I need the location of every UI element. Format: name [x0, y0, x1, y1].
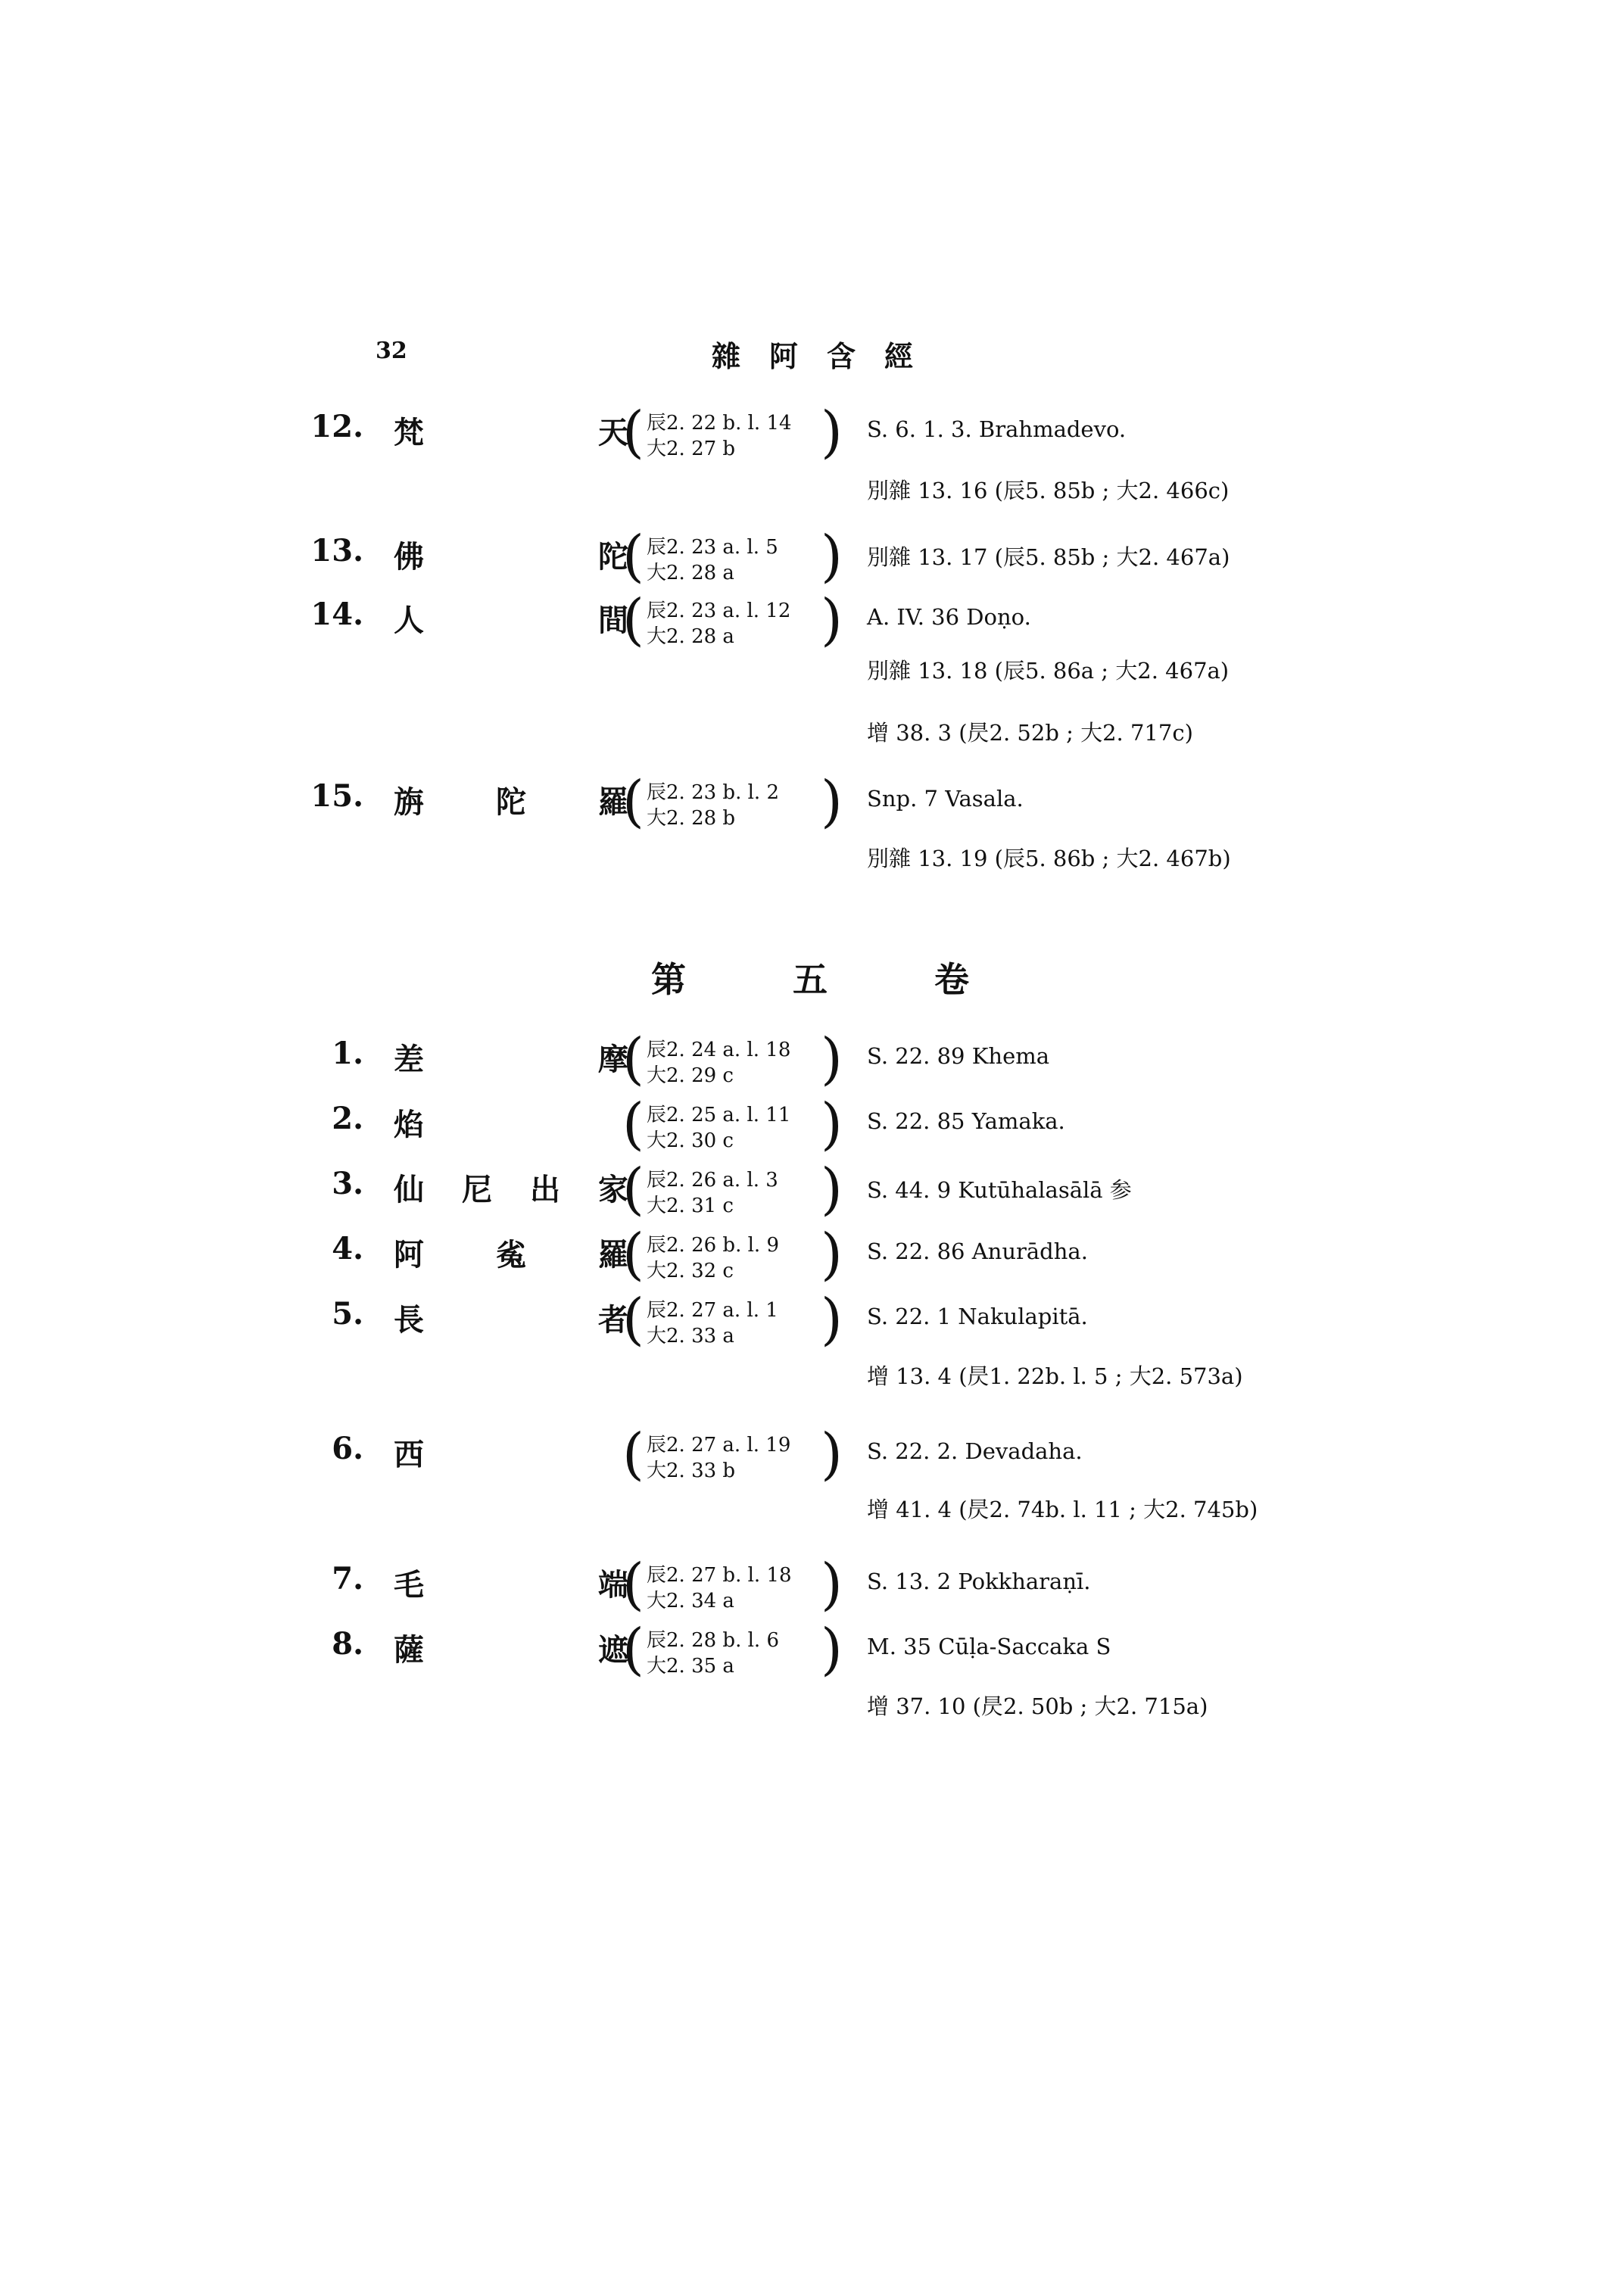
entry-row	[0, 587, 1624, 654]
parallel-text: S. 22. 89 Khema	[867, 1043, 1050, 1069]
entry-title-char: 長	[394, 1302, 424, 1338]
reference-line-1: 辰2. 23 b. l. 2	[647, 781, 779, 804]
volume-heading-char: 五	[793, 959, 828, 1000]
entry-title-char: 㝹	[496, 1237, 526, 1273]
sub-reference: 增 13. 4 (昃1. 22b. l. 5 ; 大2. 573a)	[867, 1363, 1243, 1389]
reference-line-1: 辰2. 23 a. l. 5	[647, 536, 778, 559]
entry-row	[0, 1617, 1624, 1684]
reference-line-2: 大2. 32 c	[647, 1260, 734, 1282]
sub-reference: 別雜 13. 16 (辰5. 85b ; 大2. 466c)	[867, 478, 1230, 503]
entry-title	[394, 1431, 628, 1474]
reference-line-1: 辰2. 28 b. l. 6	[647, 1629, 779, 1652]
reference-line-1: 辰2. 22 b. l. 14	[647, 412, 792, 435]
reference-line-2: 大2. 34 a	[647, 1590, 734, 1612]
reference-paren-right: )	[821, 1287, 843, 1352]
reference-paren-right: )	[821, 1222, 843, 1287]
reference-line-2: 大2. 28 b	[647, 807, 736, 830]
reference-block	[622, 587, 849, 654]
reference-line-1: 辰2. 26 a. l. 3	[647, 1169, 778, 1192]
entry-title-char: 尼	[462, 1172, 492, 1207]
entry-title-char: 毛	[394, 1567, 424, 1603]
reference-paren-right: )	[821, 400, 843, 465]
reference-paren-right: )	[821, 1157, 843, 1222]
sub-reference: 別雜 13. 19 (辰5. 86b ; 大2. 467b)	[867, 846, 1231, 871]
entry-title	[394, 597, 628, 640]
sub-reference: 增 38. 3 (昃2. 52b ; 大2. 717c)	[867, 720, 1193, 746]
parallel-text: S. 22. 85 Yamaka.	[867, 1108, 1065, 1134]
entry-row	[0, 524, 1624, 590]
reference-block	[622, 1157, 849, 1223]
reference-line-1: 辰2. 23 a. l. 12	[647, 600, 791, 622]
reference-line-2: 大2. 35 a	[647, 1655, 734, 1678]
sub-reference: 增 41. 4 (昃2. 74b. l. 11 ; 大2. 745b)	[867, 1497, 1258, 1522]
entry-title	[394, 1036, 628, 1079]
reference-line-1: 辰2. 25 a. l. 11	[647, 1104, 791, 1126]
entry-number: 6.	[332, 1431, 363, 1466]
reference-paren-left: (	[622, 1157, 644, 1222]
reference-line-2: 大2. 28 a	[647, 562, 734, 584]
parallel-text: S. 6. 1. 3. Brahmadevo.	[867, 416, 1127, 442]
parallel-text: S. 22. 2. Devadaha.	[867, 1438, 1083, 1464]
parallel-text: S. 22. 86 Anurādha.	[867, 1238, 1088, 1264]
parallel-text: S. 22. 1 Nakulapitā.	[867, 1304, 1088, 1329]
entry-title	[394, 1101, 628, 1144]
entry-title	[394, 1231, 628, 1274]
reference-block	[622, 1422, 849, 1488]
entry-title-char: 仙	[394, 1172, 424, 1207]
entry-title-char: 陀	[598, 539, 628, 575]
entry-title	[394, 1296, 628, 1339]
entry-title	[394, 1561, 628, 1604]
reference-block	[622, 1617, 849, 1684]
entry-title-char: 家	[598, 1172, 628, 1207]
reference-line-1: 辰2. 27 b. l. 18	[647, 1564, 792, 1587]
entry-title-char: 阿	[394, 1237, 424, 1273]
reference-block	[622, 524, 849, 590]
entry-row	[0, 1222, 1624, 1288]
parallel-text: Snp. 7 Vasala.	[867, 786, 1024, 812]
reference-paren-left: (	[622, 1617, 644, 1682]
entry-title-char: 佛	[394, 539, 424, 575]
entry-row	[0, 1422, 1624, 1488]
reference-paren-left: (	[622, 1027, 644, 1092]
entry-title	[394, 1166, 628, 1209]
entry-title-char: 羅	[598, 1237, 628, 1273]
entry-row	[0, 1157, 1624, 1223]
reference-paren-right: )	[821, 524, 843, 589]
entry-title-char: 旃	[394, 784, 424, 820]
reference-paren-left: (	[622, 587, 644, 653]
reference-paren-left: (	[622, 1092, 644, 1157]
entry-number: 13.	[310, 533, 363, 569]
entry-number: 3.	[332, 1166, 363, 1201]
entry-title	[394, 409, 628, 452]
reference-block	[622, 1552, 849, 1618]
page-number: 32	[376, 338, 407, 364]
reference-paren-left: (	[622, 1422, 644, 1487]
parallel-text: S. 13. 2 Pokkharaṇī.	[867, 1569, 1091, 1594]
volume-heading	[651, 952, 969, 1002]
parallel-text: 別雜 13. 17 (辰5. 85b ; 大2. 467a)	[867, 544, 1230, 570]
reference-paren-right: )	[821, 769, 843, 834]
reference-line-2: 大2. 31 c	[647, 1195, 734, 1217]
entry-number: 2.	[332, 1101, 363, 1136]
entry-title-char: 摩	[598, 1042, 628, 1077]
entry-title	[394, 1626, 628, 1669]
entry-title-char: 薩	[394, 1632, 424, 1668]
reference-paren-left: (	[622, 1552, 644, 1617]
entry-title-char: 間	[598, 603, 628, 638]
entry-title-char: 者	[598, 1302, 628, 1338]
reference-paren-right: )	[821, 1092, 843, 1157]
entry-title-char: 陀	[496, 784, 526, 820]
reference-line-1: 辰2. 24 a. l. 18	[647, 1039, 791, 1061]
reference-paren-left: (	[622, 524, 644, 589]
entry-title-char: 梵	[394, 415, 424, 450]
volume-heading-char: 卷	[934, 959, 969, 1000]
entry-title-char: 差	[394, 1042, 424, 1077]
entry-title-char: 焰	[394, 1107, 424, 1142]
reference-line-1: 辰2. 26 b. l. 9	[647, 1234, 779, 1257]
reference-block	[622, 769, 849, 836]
entry-row	[0, 1552, 1624, 1618]
entry-row	[0, 1027, 1624, 1093]
entry-title	[394, 778, 628, 821]
reference-block	[622, 1287, 849, 1354]
parallel-text: A. IV. 36 Doṇo.	[867, 604, 1031, 630]
reference-paren-left: (	[622, 1287, 644, 1352]
entry-number: 8.	[332, 1626, 363, 1662]
sub-reference: 別雜 13. 18 (辰5. 86a ; 大2. 467a)	[867, 658, 1230, 684]
entry-title-char: 人	[394, 603, 424, 638]
entry-title-char: 出	[530, 1172, 560, 1207]
reference-line-2: 大2. 33 a	[647, 1325, 734, 1347]
reference-block	[622, 1092, 849, 1158]
reference-paren-right: )	[821, 1422, 843, 1487]
reference-block	[622, 1222, 849, 1288]
running-title: 雜阿含經	[712, 339, 943, 373]
entry-number: 7.	[332, 1561, 363, 1597]
entry-title-char: 羅	[598, 784, 628, 820]
entry-title-char: 遮	[598, 1632, 628, 1668]
reference-paren-left: (	[622, 1222, 644, 1287]
entry-title	[394, 533, 628, 576]
entry-number: 14.	[310, 597, 363, 632]
reference-line-1: 辰2. 27 a. l. 1	[647, 1299, 778, 1322]
reference-line-2: 大2. 30 c	[647, 1129, 734, 1152]
entry-title-char: 西	[394, 1437, 424, 1472]
entry-title-char: 天	[598, 415, 628, 450]
entry-number: 15.	[310, 778, 363, 814]
reference-paren-right: )	[821, 1552, 843, 1617]
reference-line-1: 辰2. 27 a. l. 19	[647, 1434, 791, 1456]
reference-line-2: 大2. 28 a	[647, 625, 734, 648]
entry-title-char: 端	[598, 1567, 628, 1603]
reference-line-2: 大2. 29 c	[647, 1064, 734, 1087]
entry-number: 4.	[332, 1231, 363, 1266]
entry-number: 12.	[310, 409, 363, 444]
parallel-text: M. 35 Cūḷa-Saccaka S	[867, 1634, 1111, 1659]
sub-reference: 增 37. 10 (昃2. 50b ; 大2. 715a)	[867, 1693, 1208, 1719]
entry-row	[0, 769, 1624, 836]
reference-paren-right: )	[821, 587, 843, 653]
entry-row	[0, 400, 1624, 466]
volume-heading-char: 第	[651, 959, 686, 1000]
entry-number: 5.	[332, 1296, 363, 1332]
entry-row	[0, 1287, 1624, 1354]
entry-row	[0, 1092, 1624, 1158]
reference-line-2: 大2. 33 b	[647, 1460, 736, 1482]
reference-block	[622, 400, 849, 466]
reference-paren-right: )	[821, 1617, 843, 1682]
parallel-text: S. 44. 9 Kutūhalasālā 参	[867, 1177, 1132, 1203]
entry-number: 1.	[332, 1036, 363, 1071]
reference-line-2: 大2. 27 b	[647, 438, 736, 460]
reference-paren-left: (	[622, 400, 644, 465]
reference-block	[622, 1027, 849, 1093]
reference-paren-right: )	[821, 1027, 843, 1092]
reference-paren-left: (	[622, 769, 644, 834]
